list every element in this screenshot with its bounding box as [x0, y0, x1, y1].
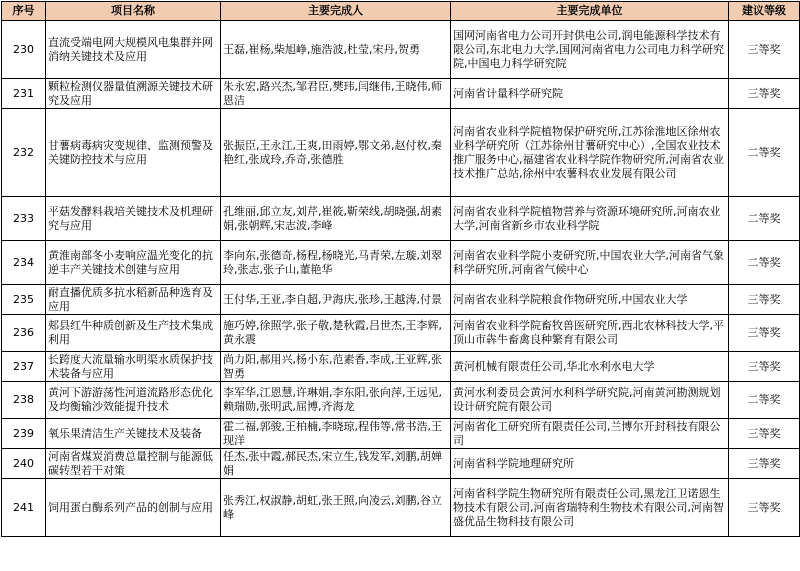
main-people: 王磊,崔杨,柴旭峥,施浩波,杜莹,宋丹,贺勇: [221, 21, 451, 79]
header-main-people: 主要完成人: [221, 2, 451, 21]
award-level: 三等奖: [729, 479, 800, 537]
main-units: 国网河南省电力公司开封供电公司,润电能源科学技术有限公司,东北电力大学,国网河南省电力公司电力科学研究院,中国电力科学研究院: [451, 21, 729, 79]
main-units: 河南省农业科学院小麦研究所,中国农业大学,河南省气象科学研究所,河南省气候中心: [451, 241, 729, 285]
project-name: 饲用蛋白酶系列产品的创制与应用: [46, 479, 221, 537]
table-row: [2, 109, 800, 197]
main-units: 河南省化工研究所有限责任公司,兰博尔开封科技有限公司: [451, 419, 729, 449]
row-number: 241: [2, 479, 46, 537]
header-seq: 序号: [2, 2, 46, 21]
row-number: 238: [2, 382, 46, 419]
row-number: 239: [2, 419, 46, 449]
main-units: 河南省农业科学院粮食作物研究所,中国农业大学: [451, 285, 729, 315]
project-name: 甘薯病毒病灾变规律、监测预警及关键防控技术与应用: [46, 109, 221, 197]
row-number: 230: [2, 21, 46, 79]
header-row: [2, 2, 800, 21]
row-number: 234: [2, 241, 46, 285]
header-level: 建议等级: [729, 2, 800, 21]
awards-table: [1, 1, 800, 537]
award-level: 三等奖: [729, 352, 800, 382]
main-people: 尚力阳,郝用兴,杨小东,范素香,李成,王亚辉,张智勇: [221, 352, 451, 382]
table-row: [2, 449, 800, 479]
main-units: 河南省科学院地理研究所: [451, 449, 729, 479]
award-level: 三等奖: [729, 315, 800, 352]
main-people: 张秀江,权淑静,胡虹,张王照,向凌云,刘鹏,谷立峰: [221, 479, 451, 537]
table-row: [2, 315, 800, 352]
header-project-name: 项目名称: [46, 2, 221, 21]
main-units: 河南省科学院生物研究所有限责任公司,黑龙江卫诺恩生物技术有限公司,河南省瑞特利生物技术有限公司,河南智盛优品生物科技有限公司: [451, 479, 729, 537]
main-units: 河南省农业科学院植物营养与资源环境研究所,河南农业大学,河南省新乡市农业科学院: [451, 197, 729, 241]
main-people: 霍二福,郭骏,王柏楠,李晓琼,程伟等,常书浩,王现洋: [221, 419, 451, 449]
main-people: 王付华,王亚,李自超,尹海庆,张珍,王越涛,付景: [221, 285, 451, 315]
row-number: 232: [2, 109, 46, 197]
main-people: 任杰,张中霞,郝民杰,宋立生,钱发军,刘鹏,胡婵娟: [221, 449, 451, 479]
main-units: 黄河水利委员会黄河水利科学研究院,河南黄河勘测规划设计研究院有限公司: [451, 382, 729, 419]
table-row: [2, 241, 800, 285]
project-name: 直流受端电网大规模风电集群并网消纳关键技术及应用: [46, 21, 221, 79]
award-level: 二等奖: [729, 382, 800, 419]
award-level: 三等奖: [729, 79, 800, 109]
award-level: 二等奖: [729, 241, 800, 285]
project-name: 长跨度大流量输水明渠水质保护技术装备与应用: [46, 352, 221, 382]
row-number: 231: [2, 79, 46, 109]
main-units: 河南省计量科学研究院: [451, 79, 729, 109]
award-level: 二等奖: [729, 197, 800, 241]
project-name: 氧乐果清洁生产关键技术及装备: [46, 419, 221, 449]
table-row: [2, 285, 800, 315]
table-row: [2, 382, 800, 419]
main-people: 李向东,张德奇,杨程,杨晓光,马青荣,左璇,刘翠玲,张志,张子山,董艳华: [221, 241, 451, 285]
main-people: 孔维丽,邱立友,刘芹,崔筱,靳荣线,胡晓强,胡素娟,张朝辉,宋志波,李峰: [221, 197, 451, 241]
table-row: [2, 419, 800, 449]
main-people: 朱永宏,路兴杰,邹君臣,樊玮,闫继伟,王晓伟,师恩洁: [221, 79, 451, 109]
header-main-units: 主要完成单位: [451, 2, 729, 21]
project-name: 平菇发酵料栽培关键技术及机理研究与应用: [46, 197, 221, 241]
row-number: 236: [2, 315, 46, 352]
project-name: 颗粒检测仪器量值溯源关键技术研究及应用: [46, 79, 221, 109]
award-level: 三等奖: [729, 449, 800, 479]
project-name: 黄淮南部冬小麦响应温光变化的抗逆丰产关键技术创建与应用: [46, 241, 221, 285]
project-name: 郏县红牛种质创新及生产技术集成利用: [46, 315, 221, 352]
table-row: [2, 79, 800, 109]
table-row: [2, 479, 800, 537]
main-units: 黄河机械有限责任公司,华北水利水电大学: [451, 352, 729, 382]
main-people: 施巧婷,徐照学,张子敬,楚秋霞,吕世杰,王李辉,黄永震: [221, 315, 451, 352]
award-level: 三等奖: [729, 419, 800, 449]
award-level: 二等奖: [729, 109, 800, 197]
table-row: [2, 197, 800, 241]
main-people: 张振臣,王永江,王爽,田雨婷,鄂文弟,赵付枚,秦艳红,张成玲,乔奇,张德胜: [221, 109, 451, 197]
project-name: 河南省煤炭消费总量控制与能源低碳转型若干对策: [46, 449, 221, 479]
main-units: 河南省农业科学院畜牧兽医研究所,西北农林科技大学,平顶山市犇牛畜禽良种繁育有限公司: [451, 315, 729, 352]
row-number: 240: [2, 449, 46, 479]
project-name: 耐直播优质多抗水稻新品种选育及应用: [46, 285, 221, 315]
award-level: 三等奖: [729, 21, 800, 79]
table-row: [2, 21, 800, 79]
award-level: 三等奖: [729, 285, 800, 315]
project-name: 黄河下游游荡性河道流路形态优化及均衡输沙效能提升技术: [46, 382, 221, 419]
table-row: [2, 352, 800, 382]
row-number: 233: [2, 197, 46, 241]
main-people: 李军华,江恩慧,许琳娟,李东阳,张向萍,王远见,赖瑞勋,张明武,屈博,齐海龙: [221, 382, 451, 419]
row-number: 235: [2, 285, 46, 315]
row-number: 237: [2, 352, 46, 382]
main-units: 河南省农业科学院植物保护研究所,江苏徐淮地区徐州农业科学研究所（江苏徐州甘薯研究中心）,全国农业技术推广服务中心,福建省农业科学院作物研究所,河南省农业技术推广总站,徐州中农薯科农业发展有限公司: [451, 109, 729, 197]
